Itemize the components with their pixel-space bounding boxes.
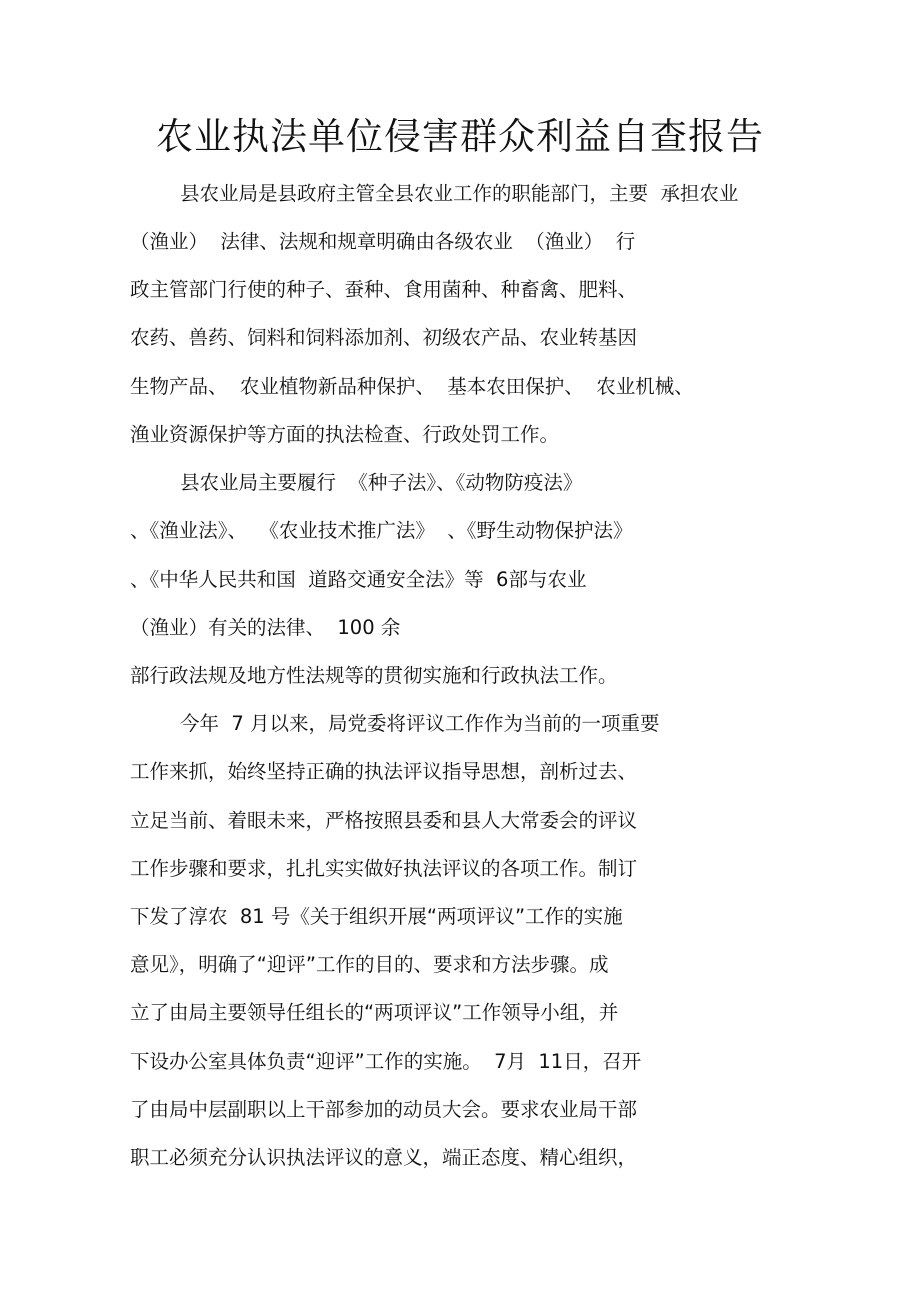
body-text-line: 立足当前、着眼未来，严格按照县委和县人大常委会的评议 <box>130 809 638 832</box>
body-text-line: 下发了淳农 81 号《关于组织开展“两项评议”工作的实施 <box>130 905 623 928</box>
body-text-line: 县农业局主要履行 《种子法》、《动物防疫法》 <box>180 471 583 494</box>
body-text-line: 职工必须充分认识执法评议的意义，端正态度、精心组织， <box>130 1146 638 1169</box>
body-text-line: 、《渔业法》、 《农业技术推广法》 、《野生动物保护法》 <box>130 519 633 542</box>
document-title: 农业执法单位侵害群众利益自查报告 <box>156 115 764 158</box>
body-text-line: 部行政法规及地方性法规等的贯彻实施和行政执法工作。 <box>130 664 618 687</box>
body-text-line: 、《中华人民共和国 道路交通安全法》等 6部与农业 <box>130 568 587 591</box>
body-text-line: 渔业资源保护等方面的执法检查、行政处罚工作。 <box>130 423 560 446</box>
body-text-line: 工作步骤和要求，扎扎实实做好执法评议的各项工作。制订 <box>130 857 638 880</box>
body-text-line: 立了由局主要领导任组长的“两项评议”工作领导小组，并 <box>130 1001 619 1024</box>
body-text-line: 工作来抓，始终坚持正确的执法评议指导思想，剖析过去、 <box>130 760 638 783</box>
body-text-line: 生物产品、 农业植物新品种保护、 基本农田保护、 农业机械、 <box>130 375 694 398</box>
body-text-line: 下设办公室具体负责“迎评”工作的实施。 7月 11日，召开 <box>130 1050 642 1073</box>
body-text-line: （渔业） 法律、法规和规章明确由各级农业 （渔业） 行 <box>130 230 636 253</box>
body-text-line: （渔业）有关的法律、 100 余 <box>130 616 401 639</box>
body-text-line: 了由局中层副职以上干部参加的动员大会。要求农业局干部 <box>130 1098 638 1121</box>
body-text-line: 县农业局是县政府主管全县农业工作的职能部门，主要 承担农业 <box>180 182 739 205</box>
body-text-line: 政主管部门行使的种子、蚕种、食用菌种、种畜禽、肥料、 <box>130 278 638 301</box>
body-text-line: 今年 7 月以来，局党委将评议工作作为当前的一项重要 <box>180 712 660 735</box>
body-text-line: 意见》，明确了“迎评”工作的目的、要求和方法步骤。成 <box>130 953 609 976</box>
body-text-line: 农药、兽药、饲料和饲料添加剂、初级农产品、农业转基因 <box>130 326 638 349</box>
